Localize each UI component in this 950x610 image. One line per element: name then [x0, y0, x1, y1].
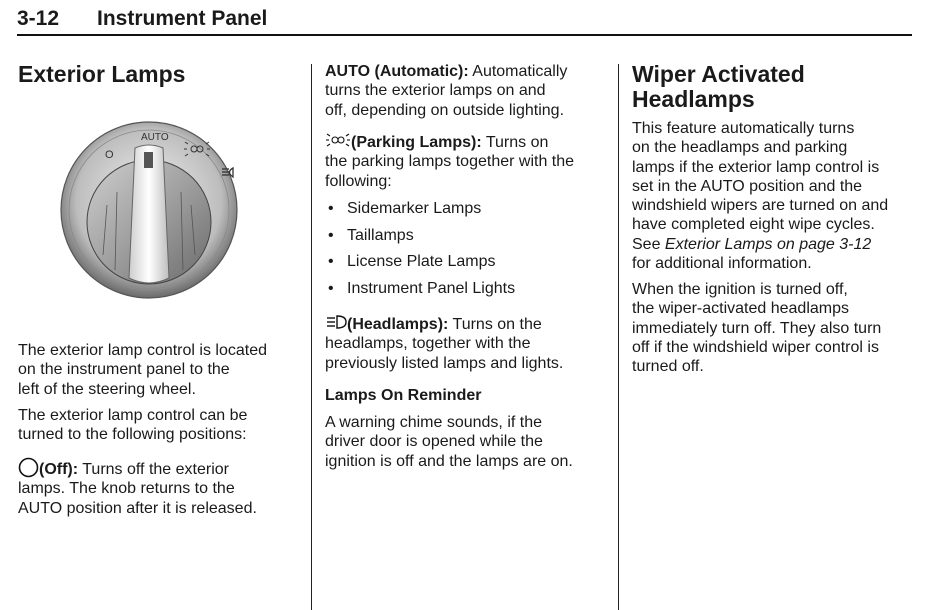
- parking-lamps-label: (Parking Lamps):: [351, 134, 482, 151]
- exterior-lamps-heading: Exterior Lamps: [18, 61, 186, 87]
- off-label: (Off):: [39, 461, 79, 478]
- parking-lamps-list: [325, 199, 605, 298]
- column-divider: [618, 64, 619, 610]
- parking-lamps-icon: [325, 133, 351, 147]
- list-item: • License Plate Lamps: [328, 253, 496, 271]
- feature-paragraph: This feature automatically turns on the headlamps and parking lamps if the exterior lamp control is set in the AUTO position and the windshield wipers are turned on and have completed eight wipe cycles. See Exterior Lamps on page 3-12 for additional information.: [632, 120, 889, 273]
- cross-reference-link[interactable]: Exterior Lamps on page 3-12: [664, 235, 872, 253]
- headlamps-paragraph: (Headlamps): Turns on the headlamps, together with the previously listed lamps and lights.: [325, 316, 564, 372]
- parking-lamps-paragraph: (Parking Lamps): Turns on the parking lamps together with the following:: [325, 134, 575, 190]
- section-title: Instrument Panel: [97, 7, 268, 30]
- headlamps-icon: [325, 314, 347, 330]
- auto-paragraph: AUTO (Automatic): Automatically turns the exterior lamps on and off, depending on outside lighting.: [325, 63, 568, 119]
- auto-marking: AUTO: [141, 132, 169, 143]
- wiper-activated-headlamps-heading: Wiper Activated Headlamps: [632, 61, 805, 112]
- list-item: • Instrument Panel Lights: [328, 279, 516, 297]
- off-circle-icon: [18, 457, 39, 478]
- list-item: • Taillamps: [328, 226, 414, 244]
- positions-paragraph: The exterior lamp control can be turned to the following positions:: [18, 407, 248, 444]
- off-position-paragraph: (Off): Turns off the exterior lamps. The knob returns to the AUTO position after it is released.: [18, 457, 257, 518]
- column-divider: [311, 64, 312, 610]
- auto-label: AUTO (Automatic):: [325, 63, 469, 80]
- page-number: 3-12: [17, 7, 60, 30]
- page-header: [17, 6, 912, 36]
- lamp-control-knob-illustration: [57, 110, 242, 310]
- headlamps-marking-icon: [222, 168, 233, 177]
- list-item: • Sidemarker Lamps: [328, 200, 482, 217]
- location-paragraph: The exterior lamp control is located on the instrument panel to the left of the steering wheel.: [18, 342, 267, 398]
- lamps-on-reminder-heading: Lamps On Reminder: [325, 387, 482, 404]
- off-marking: O: [105, 149, 114, 161]
- headlamps-label: (Headlamps):: [347, 316, 449, 333]
- reminder-paragraph: A warning chime sounds, if the driver door is opened while the ignition is off and the lamps are on.: [325, 414, 573, 470]
- ignition-paragraph: When the ignition is turned off, the wiper-activated headlamps immediately turn off. They also turn off if the windshield wiper control is turned off.: [632, 281, 882, 376]
